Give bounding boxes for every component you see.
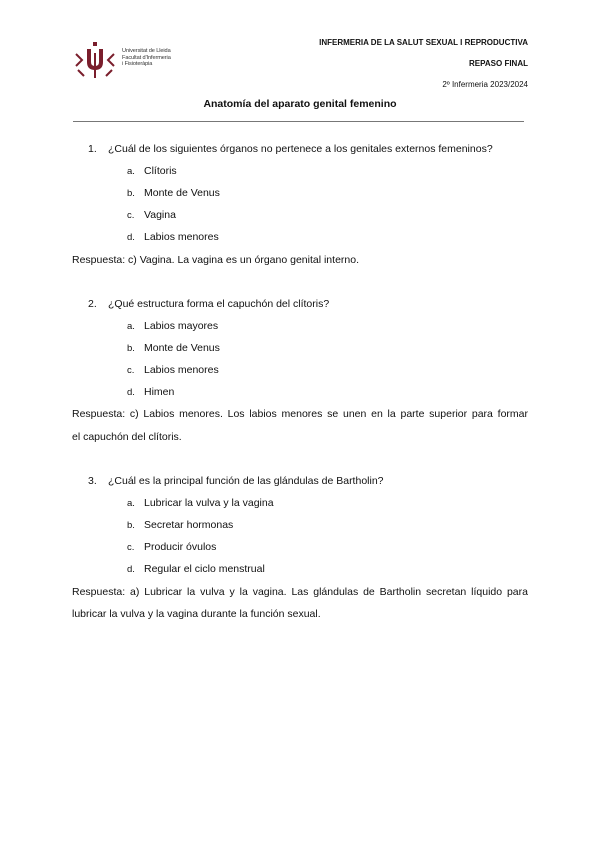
- option-item: [127, 541, 216, 553]
- option-letter: b.: [127, 188, 135, 199]
- option-text: Lubricar la vulva y la vagina: [144, 497, 274, 509]
- option-item: [127, 231, 219, 243]
- answer-text: el capuchón del clítoris.: [72, 431, 182, 443]
- answer-text: Respuesta: a) Lubricar la vulva y la vagina. Las glándulas de Bartholin secretan líquido para: [72, 586, 528, 598]
- option-text: Labios menores: [144, 231, 219, 243]
- option-text: Regular el ciclo menstrual: [144, 563, 265, 575]
- option-letter: d.: [127, 387, 135, 398]
- option-letter: b.: [127, 343, 135, 354]
- question-text: ¿Cuál es la principal función de las glándulas de Bartholin?: [108, 475, 384, 487]
- option-item: [127, 320, 218, 332]
- option-item: [127, 165, 177, 177]
- logo-text-line: i Fisioteràpia: [122, 61, 153, 68]
- answer-text: lubricar la vulva y la vagina durante la función sexual.: [72, 608, 321, 620]
- option-letter: d.: [127, 564, 135, 575]
- option-item: [127, 342, 220, 354]
- option-item: [127, 497, 274, 509]
- question-number: 3.: [88, 475, 97, 487]
- option-item: [127, 519, 233, 531]
- option-letter: a.: [127, 498, 135, 509]
- option-letter: c.: [127, 542, 135, 553]
- option-item: [127, 209, 176, 221]
- option-item: [127, 386, 174, 398]
- option-text: Secretar hormonas: [144, 519, 234, 531]
- option-letter: d.: [127, 232, 135, 243]
- question-3: [88, 475, 384, 487]
- option-item: [127, 364, 219, 376]
- question-number: 2.: [88, 298, 97, 310]
- answer-text: Respuesta: c) Labios menores. Los labios menores se unen en la parte superior para formar: [72, 408, 528, 420]
- option-letter: b.: [127, 520, 135, 531]
- page-title: Anatomía del aparato genital femenino: [203, 98, 397, 110]
- university-emblem-icon: [74, 40, 120, 80]
- question-number: 1.: [88, 143, 97, 155]
- option-text: Clítoris: [144, 165, 177, 177]
- answer-text: Respuesta: c) Vagina. La vagina es un órgano genital interno.: [72, 254, 359, 266]
- logo-text-line: Facultat d'Infermeria: [122, 54, 171, 61]
- option-text: Producir óvulos: [144, 541, 217, 553]
- logo-text: [122, 48, 171, 68]
- option-letter: a.: [127, 321, 135, 332]
- question-text: ¿Qué estructura forma el capuchón del clítoris?: [108, 298, 330, 310]
- university-logo: [74, 40, 184, 80]
- course-name: INFERMERIA DE LA SALUT SEXUAL I REPRODUCTIVA: [319, 38, 528, 47]
- option-item: [127, 563, 265, 575]
- option-letter: a.: [127, 166, 135, 177]
- logo-text-line: Universitat de Lleida: [122, 48, 171, 54]
- option-item: [127, 187, 220, 199]
- title-divider: [73, 121, 524, 122]
- option-text: Himen: [144, 386, 175, 398]
- option-text: Labios menores: [144, 364, 219, 376]
- document-type: REPASO FINAL: [469, 59, 528, 68]
- question-2: [88, 298, 329, 310]
- option-text: Vagina: [144, 209, 176, 221]
- academic-year: 2º Infermeria 2023/2024: [442, 80, 528, 89]
- option-letter: c.: [127, 210, 135, 221]
- question-text: ¿Cuál de los siguientes órganos no pertenece a los genitales externos femeninos?: [108, 143, 493, 155]
- option-text: Monte de Venus: [144, 342, 220, 354]
- option-letter: c.: [127, 365, 135, 376]
- option-text: Monte de Venus: [144, 187, 220, 199]
- question-1: [88, 143, 493, 155]
- option-text: Labios mayores: [144, 320, 219, 332]
